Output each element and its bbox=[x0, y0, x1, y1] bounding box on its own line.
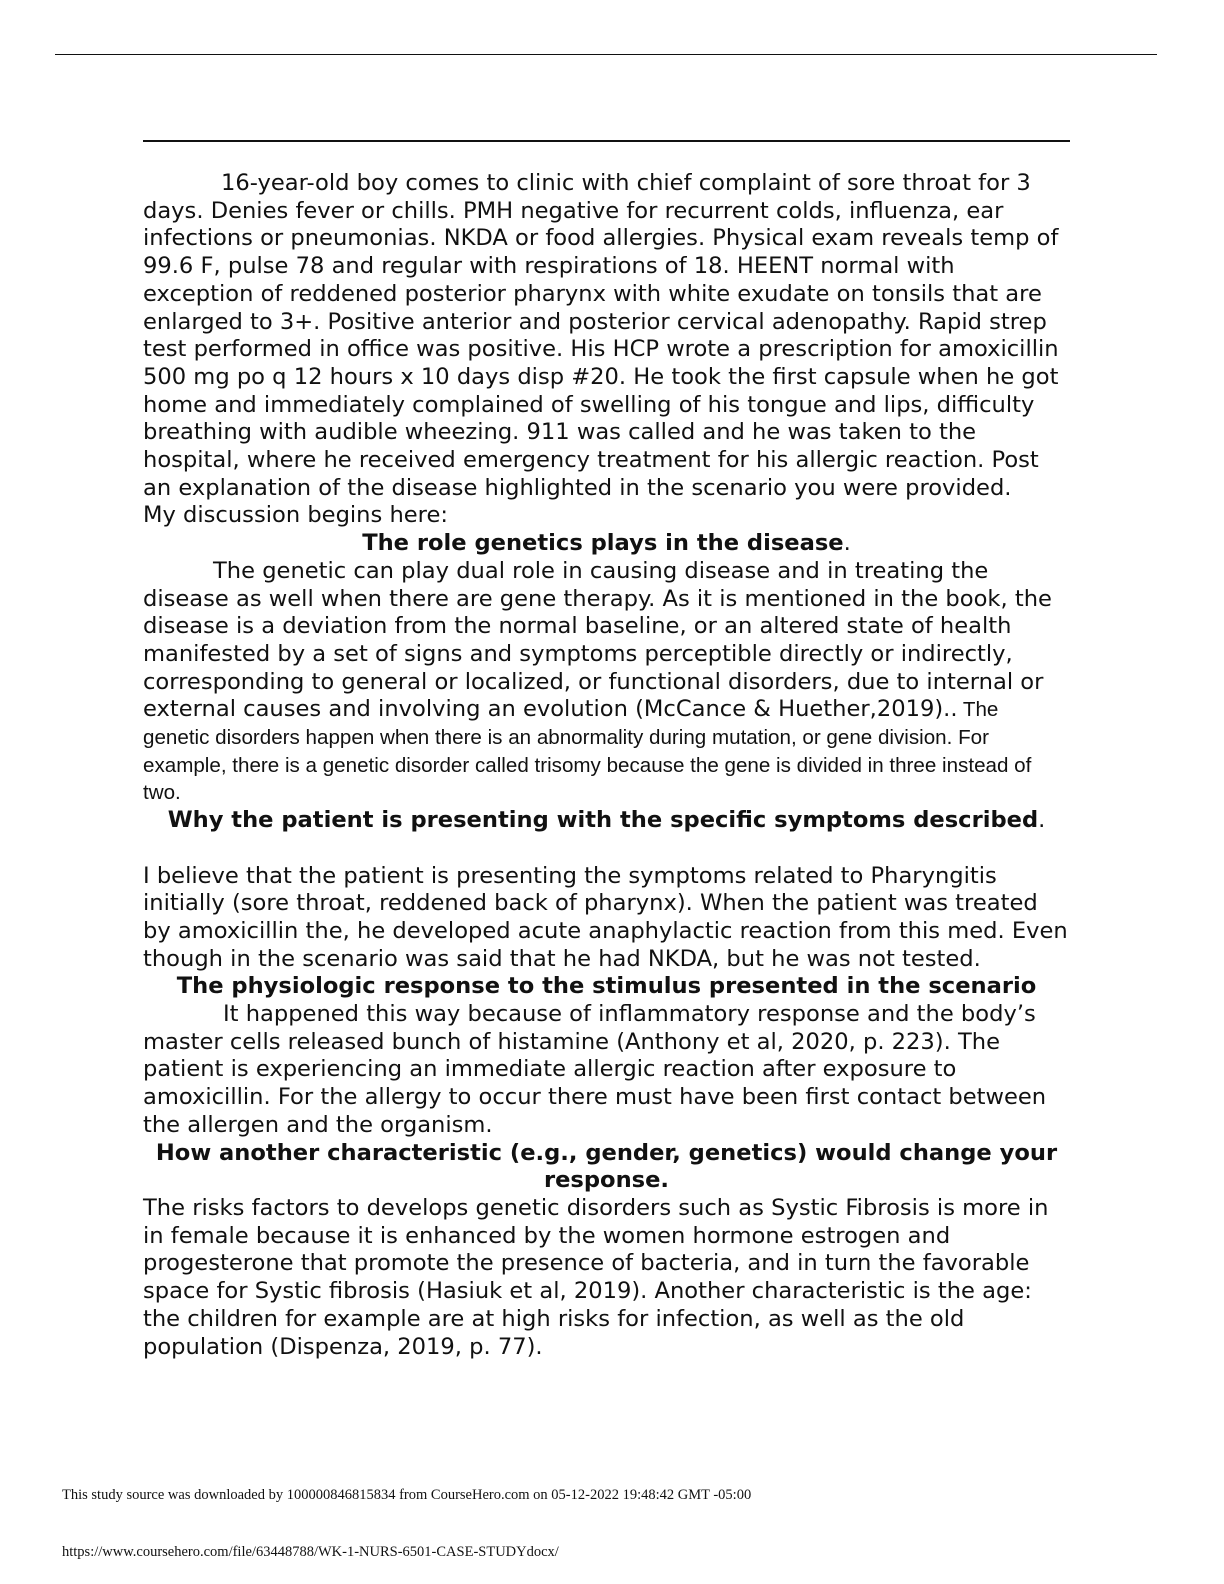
section-heading-symptoms bbox=[143, 807, 1070, 835]
section-heading-genetics bbox=[143, 530, 1070, 558]
section-heading-characteristic: How another characteristic (e.g., gender, genetics) would change your response. bbox=[155, 1139, 1058, 1194]
source-url[interactable]: https://www.coursehero.com/file/63448788/WK-1-NURS-6501-CASE-STUDYdocx/ bbox=[62, 1544, 559, 1560]
genetics-paragraph bbox=[143, 558, 1070, 807]
characteristic-paragraph: The risks factors to develops genetic disorders such as Systic Fibrosis is more in in female because it is enhanced by the women hormone estrogen and progesterone that promote the presence of bacteria, and in turn the favorable space for Systic fibrosis (Hasiuk et al, 2019). Another characteristic is the age: the children for example are at high risks for infection, as well as the old population (Dispenza, 2019, p. 77). bbox=[143, 1195, 1049, 1360]
page-top-rule bbox=[55, 54, 1157, 55]
document-header-rule bbox=[143, 140, 1070, 142]
section-heading-text: The role genetics plays in the disease bbox=[362, 530, 844, 557]
discussion-intro: My discussion begins here: bbox=[143, 502, 448, 529]
physiologic-response-paragraph: It happened this way because of inflammatory response and the body’s master cells released bunch of histamine (Anthony et al, 2020, p. 223). The patient is experiencing an immediate allergic reaction after exposure to amoxicillin. For the allergy to occur there must have been first contact between the allergen and the organism. bbox=[143, 1001, 1047, 1138]
scenario-paragraph: 16-year-old boy comes to clinic with chief complaint of sore throat for 3 days. Denies fever or chills. PMH negative for recurrent colds, influenza, ear infections or pneumonias. NKDA or food allergies. Physical exam reveals temp of 99.6 F, pulse 78 and regular with respirations of 18. HEENT normal with exception of reddened posterior pharynx with white exudate on tonsils that are enlarged to 3+. Positive anterior and posterior cervical adenopathy. Rapid strep test performed in office was positive. His HCP wrote a prescription for amoxicillin 500 mg po q 12 hours x 10 days disp #20. He took the first capsule when he got home and immediately complained of swelling of his tongue and lips, difficulty breathing with audible wheezing. 911 was called and he was taken to the hospital, where he received emergency treatment for his allergic reaction. Post an explanation of the disease highlighted in the scenario you were provided. bbox=[143, 170, 1059, 501]
symptoms-paragraph: I believe that the patient is presenting the symptoms related to Pharyngitis initially (sore throat, reddened back of pharynx). When the patient was treated by amoxicillin the, he developed acute anaphylactic reaction from this med. Even though in the scenario was said that he had NKDA, but he was not tested. bbox=[143, 862, 1068, 972]
heading-period: . bbox=[843, 530, 851, 557]
document-body bbox=[143, 170, 1070, 1361]
heading-period: . bbox=[1038, 807, 1046, 834]
genetics-text-small: The genetic disorders happen when there is an abnormality during mutation, or gene division. For example, there is a genetic disorder called trisomy because the gene is divided in three instead of two. bbox=[143, 698, 1032, 805]
section-heading-physiologic-response: The physiologic response to the stimulus presented in the scenario bbox=[176, 973, 1037, 1000]
genetics-text-main: The genetic can play dual role in causing disease and in treating the disease as well when there are gene therapy. As it is mentioned in the book, the disease is a deviation from the normal baseline, or an altered state of health manifested by a set of signs and symptoms perceptible directly or indirectly, corresponding to general or localized, or functional disorders, due to internal or external causes and involving an evolution (McCance & Huether,2019).. bbox=[143, 557, 1052, 723]
download-source-notice: This study source was downloaded by 100000846815834 from CourseHero.com on 05-12-2022 19:48:42 GMT -05:00 bbox=[62, 1487, 752, 1503]
blank-line bbox=[143, 835, 1070, 863]
section-heading-text: Why the patient is presenting with the specific symptoms described bbox=[167, 807, 1039, 834]
